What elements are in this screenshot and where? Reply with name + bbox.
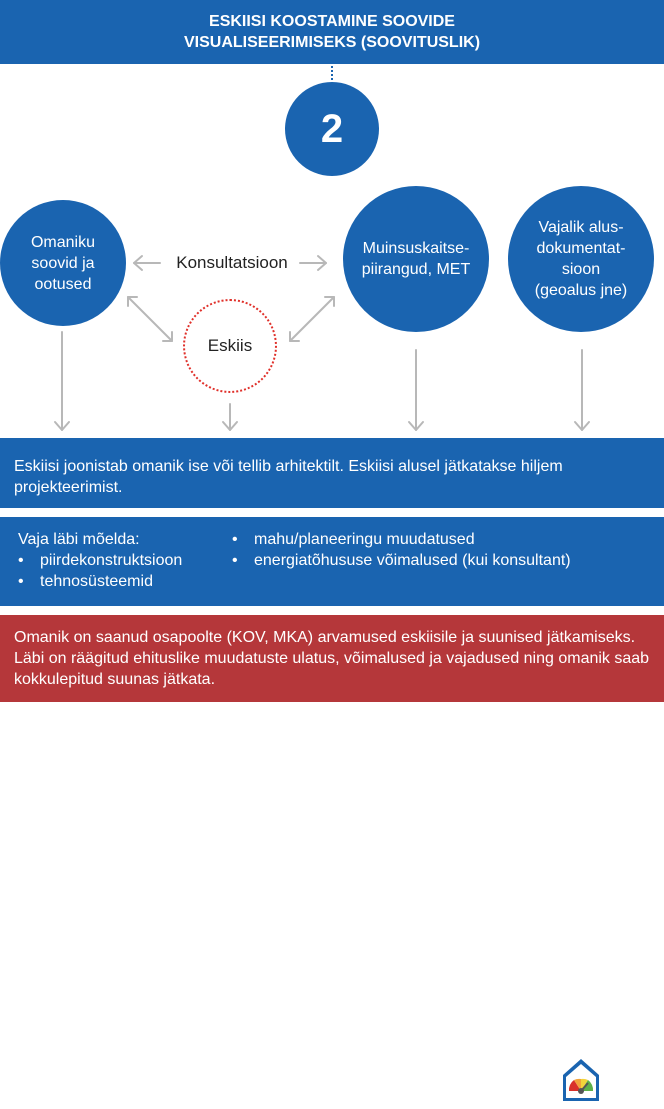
list-item: • mahu/planeeringu muudatused (232, 529, 571, 550)
sketch-down-arrow-icon (223, 404, 237, 430)
considerations-column-1 (18, 529, 182, 592)
considerations-title: Vaja läbi mõelda: (18, 531, 140, 548)
consultation-arrow-left-icon (134, 256, 160, 270)
header-title-line2: VISUALISEERIMISEKS (SOOVITUSLIK) (183, 34, 481, 51)
info-bar-text: Eskiisi joonistab omanik ise või tellib arhitektilt. Eskiisi alusel jätkatakse hiljem projekteerimist. (14, 458, 563, 496)
docs-down-arrow-icon (575, 350, 589, 430)
consultation-arrow-right-icon (300, 256, 326, 270)
sketch-label: Eskiis (207, 336, 253, 355)
step-number: 2 (320, 106, 344, 151)
header-title-line1: ESKIISI KOOSTAMINE SOOVIDE (209, 13, 455, 30)
owner-wishes-label: Omaniku soovid ja ootused (30, 233, 96, 293)
considerations-column-2 (232, 529, 571, 571)
heritage-down-arrow-icon (409, 350, 423, 430)
considerations-list-1 (18, 550, 182, 592)
list-item: • tehnosüsteemid (18, 571, 182, 592)
arrows-layer (0, 0, 664, 440)
result-bar-text: Omanik on saanud osapoolte (KOV, MKA) arvamused eskiisile ja suunised jätkamiseks. Läbi on räägitud ehituslike muudatuste ulatus, võimalused ja vajadused ning omanik saab kokkulepitud suunas jätkata. (14, 629, 650, 688)
documentation-label: Vajalik alus-dokumentat-sioon (geoalus jne) (534, 219, 628, 299)
owner-sketch-arrow-icon (128, 297, 172, 341)
considerations-list-2 (232, 529, 571, 571)
result-bar (0, 615, 664, 702)
sketch-heritage-arrow-icon (290, 297, 334, 341)
energy-house-icon (548, 1045, 614, 1109)
list-item: • energiatõhususe võimalused (kui konsultant) (232, 550, 571, 571)
considerations-bar (0, 517, 664, 606)
list-item: • piirdekonstruktsioon (18, 550, 182, 571)
info-bar (0, 438, 664, 508)
consultation-label: Konsultatsioon (176, 253, 288, 272)
heritage-restrictions-label: Muinsuskaitse-piirangud, MET (361, 240, 471, 278)
owner-down-arrow-icon (55, 332, 69, 430)
